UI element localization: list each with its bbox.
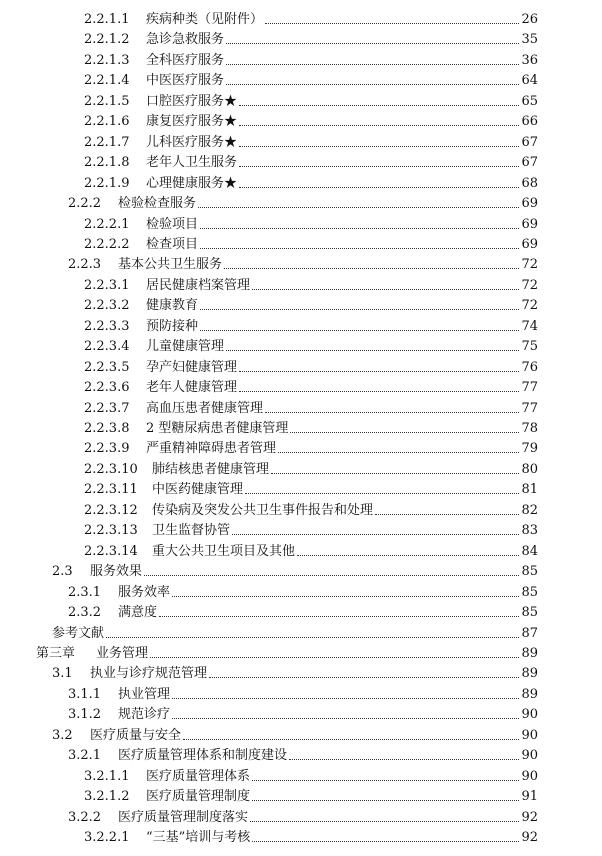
dot-leader <box>252 800 519 801</box>
toc-entry[interactable] <box>84 274 538 294</box>
dot-leader <box>265 412 519 413</box>
toc-entry-title: 严重精神障碍患者管理 <box>146 441 277 457</box>
toc-entry-page-number: 72 <box>521 298 538 314</box>
toc-entry-title: 儿童健康管理 <box>146 339 225 355</box>
dot-leader <box>224 268 519 269</box>
toc-entry[interactable] <box>68 683 538 703</box>
toc-entry[interactable] <box>68 703 538 723</box>
toc-entry-title: 传染病及突发公共卫生事件报告和处理 <box>152 502 374 518</box>
toc-entry[interactable] <box>68 581 538 601</box>
toc-entry-page-number: 77 <box>521 400 538 416</box>
dot-leader <box>172 698 519 699</box>
dot-leader <box>226 84 519 85</box>
toc-entry-number: 2.2.3.3 <box>84 318 130 334</box>
toc-entry[interactable] <box>84 765 538 785</box>
toc-entry-page-number: 79 <box>521 441 538 457</box>
toc-entry-title: 老年人健康管理 <box>146 380 238 396</box>
toc-entry-page-number: 68 <box>521 175 538 191</box>
toc-entry-number: 3.2.1.1 <box>84 768 130 784</box>
toc-entry[interactable] <box>84 437 538 457</box>
toc-entry[interactable] <box>68 253 538 273</box>
dot-leader <box>200 228 519 229</box>
dot-leader <box>375 514 519 515</box>
toc-entry-title: 医疗质量管理体系和制度建设 <box>118 748 288 764</box>
toc-entry-number: 2.2.2.1 <box>84 216 130 232</box>
toc-entry-number: 2.2.1.5 <box>84 93 130 109</box>
toc-entry-page-number: 85 <box>521 605 538 621</box>
toc-entry-title: 卫生监督协管 <box>152 523 231 539</box>
toc-entry-title: 孕产妇健康管理 <box>146 359 238 375</box>
dot-leader <box>172 596 519 597</box>
dot-leader <box>290 432 519 433</box>
toc-entry-title: 肺结核患者健康管理 <box>152 461 270 477</box>
toc-entry-number: 2.2.3.9 <box>84 441 130 457</box>
dot-leader <box>239 166 519 167</box>
toc-entry[interactable] <box>52 662 538 682</box>
toc-entry-title: 执业管理 <box>118 686 171 702</box>
toc-entry-number: 3.2.1.2 <box>84 789 130 805</box>
dot-leader <box>265 23 519 24</box>
toc-entry[interactable] <box>68 192 538 212</box>
dot-leader <box>200 309 519 310</box>
dot-leader <box>232 534 519 535</box>
toc-entry[interactable] <box>52 560 538 580</box>
toc-entry-page-number: 75 <box>521 339 538 355</box>
toc-entry-title: “三基”培训与考核 <box>146 830 251 845</box>
dot-leader <box>226 350 519 351</box>
dot-leader <box>144 575 519 576</box>
dot-leader <box>271 473 519 474</box>
toc-entry-title: 口腔医疗服务★ <box>146 93 238 109</box>
toc-entry[interactable] <box>84 151 538 171</box>
toc-entry-title: 重大公共卫生项目及其他 <box>152 543 296 559</box>
toc-entry-title: 规范诊疗 <box>118 707 171 723</box>
dot-leader <box>226 43 519 44</box>
toc-entry-title: 业务管理 <box>96 645 149 661</box>
dot-leader <box>245 493 519 494</box>
toc-entry-number: 2.3.1 <box>68 584 102 600</box>
toc-entry-number: 2.2.1.2 <box>84 32 130 48</box>
toc-entry-number: 2.2.1.9 <box>84 175 130 191</box>
toc-entry-number: 3.1 <box>52 666 73 682</box>
dot-leader <box>209 677 519 678</box>
toc-entry-number: 2.2.3 <box>68 257 102 273</box>
dot-leader <box>198 207 519 208</box>
dot-leader <box>172 718 519 719</box>
dot-leader <box>200 330 519 331</box>
toc-entry[interactable] <box>84 131 538 151</box>
toc-entry-page-number: 26 <box>521 12 538 27</box>
toc-entry[interactable] <box>84 335 538 355</box>
dot-leader <box>252 780 519 781</box>
toc-entry[interactable] <box>68 806 538 826</box>
toc-entry[interactable] <box>84 458 538 478</box>
toc-entry-title: 医疗质量与安全 <box>90 727 182 743</box>
toc-entry-title: 医疗质量管理制度 <box>146 789 251 805</box>
toc-entry-page-number: 80 <box>521 461 538 477</box>
toc-entry-page-number: 85 <box>521 564 538 580</box>
toc-entry-number: 3.1.1 <box>68 686 102 702</box>
toc-entry-title: 服务效率 <box>118 584 171 600</box>
toc-entry-title: 参考文献 <box>52 625 105 641</box>
toc-entry-page-number: 90 <box>521 748 538 764</box>
toc-entry-number: 2.2.3.2 <box>84 298 130 314</box>
toc-entry[interactable] <box>84 8 538 28</box>
dot-leader <box>278 452 519 453</box>
dot-leader <box>289 759 519 760</box>
toc-entry-page-number: 85 <box>521 584 538 600</box>
toc-entry[interactable] <box>84 519 538 539</box>
toc-entry-page-number: 87 <box>521 625 538 641</box>
toc-entry-page-number: 72 <box>521 257 538 273</box>
toc-entry-page-number: 92 <box>521 830 538 845</box>
toc-entry-title: 满意度 <box>118 605 158 621</box>
toc-entry[interactable] <box>84 376 538 396</box>
toc-entry-title: 健康教育 <box>146 298 199 314</box>
toc-entry-number: 2.3 <box>52 564 73 580</box>
toc-entry-page-number: 67 <box>521 134 538 150</box>
toc-entry-page-number: 76 <box>521 359 538 375</box>
toc-entry-number: 3.2.1 <box>68 748 102 764</box>
toc-entry-number: 2.2.2 <box>68 196 102 212</box>
dot-leader <box>226 64 519 65</box>
toc-entry-page-number: 35 <box>521 32 538 48</box>
toc-entry-page-number: 83 <box>521 523 538 539</box>
dot-leader <box>106 637 519 638</box>
toc-entry-page-number: 36 <box>521 52 538 68</box>
toc-entry-title: 康复医疗服务★ <box>146 114 238 130</box>
toc-entry-title: 预防接种 <box>146 318 199 334</box>
toc-entry-number: 2.2.3.14 <box>84 543 138 559</box>
toc-entry[interactable] <box>84 397 538 417</box>
toc-entry-title: 检查项目 <box>146 236 199 252</box>
toc-entry-number: 2.2.2.2 <box>84 236 130 252</box>
toc-entry-number: 3.2 <box>52 727 73 743</box>
toc-entry-number: 2.2.1.8 <box>84 155 130 171</box>
toc-entry-page-number: 77 <box>521 380 538 396</box>
toc-entry-page-number: 66 <box>521 114 538 130</box>
toc-entry-page-number: 84 <box>521 543 538 559</box>
toc-entry[interactable] <box>84 315 538 335</box>
toc-entry-title: 检验项目 <box>146 216 199 232</box>
toc-entry-number: 2.2.3.6 <box>84 380 130 396</box>
toc-entry[interactable] <box>84 233 538 253</box>
toc-entry-page-number: 69 <box>521 216 538 232</box>
toc-entry[interactable] <box>84 499 538 519</box>
toc-entry-number: 2.2.1.4 <box>84 73 130 89</box>
toc-entry-number: 3.2.2.1 <box>84 830 130 845</box>
toc-entry[interactable] <box>84 826 538 846</box>
dot-leader <box>239 105 519 106</box>
toc-entry[interactable] <box>84 417 538 437</box>
toc-entry-title: 执业与诊疗规范管理 <box>90 666 208 682</box>
toc-entry-title: 居民健康档案管理 <box>146 277 251 293</box>
toc-entry-title: 检验检查服务 <box>118 196 197 212</box>
toc-entry-number: 2.2.3.8 <box>84 421 130 436</box>
toc-entry[interactable] <box>52 622 538 642</box>
toc-entry-number: 2.2.1.7 <box>84 134 130 150</box>
dot-leader <box>252 289 519 290</box>
toc-entry[interactable] <box>68 601 538 621</box>
toc-entry-number: 2.2.1.3 <box>84 52 130 68</box>
toc-entry[interactable] <box>84 110 538 130</box>
toc-entry-title: 基本公共卫生服务 <box>118 257 223 273</box>
toc-entry-page-number: 89 <box>521 666 538 682</box>
toc-entry[interactable] <box>84 785 538 805</box>
toc-entry[interactable] <box>36 642 538 662</box>
toc-entry-page-number: 89 <box>521 686 538 702</box>
toc-entry-page-number: 82 <box>521 502 538 518</box>
toc-entry-page-number: 69 <box>521 196 538 212</box>
dot-leader <box>200 248 519 249</box>
toc-entry-page-number: 74 <box>521 318 538 334</box>
toc-entry-title: 全科医疗服务 <box>146 52 225 68</box>
toc-entry-page-number: 78 <box>521 421 538 436</box>
toc-entry-title: 急诊急救服务 <box>146 32 225 48</box>
toc-entry-title: 高血压患者健康管理 <box>146 400 264 416</box>
toc-entry[interactable] <box>84 90 538 110</box>
toc-entry-title: 疾病种类（见附件） <box>146 12 264 27</box>
toc-entry-number: 2.2.3.5 <box>84 359 130 375</box>
toc-entry-title: 中医医疗服务 <box>146 73 225 89</box>
toc-entry[interactable] <box>68 744 538 764</box>
dot-leader <box>239 146 519 147</box>
dot-leader <box>250 821 519 822</box>
toc-entry-number: 2.2.3.7 <box>84 400 130 416</box>
toc-entry-number: 2.2.1.6 <box>84 114 130 130</box>
toc-entry-page-number: 64 <box>521 73 538 89</box>
toc-entry-page-number: 90 <box>521 727 538 743</box>
toc-entry-number: 2.2.1.1 <box>84 12 130 27</box>
toc-entry-page-number: 91 <box>521 789 538 805</box>
toc-entry-title: 医疗质量管理制度落实 <box>118 809 249 825</box>
toc-entry-page-number: 90 <box>521 768 538 784</box>
toc-entry-title: 医疗质量管理体系 <box>146 768 251 784</box>
dot-leader <box>252 841 519 842</box>
dot-leader <box>150 657 519 658</box>
toc-entry-title: 服务效果 <box>90 564 143 580</box>
toc-entry-number: 2.2.3.12 <box>84 502 138 518</box>
toc-entry[interactable] <box>84 213 538 233</box>
toc-entry-number: 2.3.2 <box>68 605 102 621</box>
toc-entry[interactable] <box>52 724 538 744</box>
toc-entry[interactable] <box>84 69 538 89</box>
dot-leader <box>239 371 519 372</box>
toc-entry-title: 中医药健康管理 <box>152 482 244 498</box>
toc-entry-title: 心理健康服务★ <box>146 175 238 191</box>
toc-entry-page-number: 65 <box>521 93 538 109</box>
toc-entry-page-number: 90 <box>521 707 538 723</box>
toc-entry-number: 第三章 <box>36 645 76 661</box>
toc-entry[interactable] <box>84 28 538 48</box>
toc-entry-number: 3.1.2 <box>68 707 102 723</box>
toc-entry[interactable] <box>84 49 538 69</box>
dot-leader <box>297 555 519 556</box>
toc-entry-title: 2 型糖尿病患者健康管理 <box>146 421 289 436</box>
toc-entry-number: 3.2.2 <box>68 809 102 825</box>
toc-entry[interactable] <box>84 172 538 192</box>
dot-leader <box>159 616 519 617</box>
toc-entry-number: 2.2.3.13 <box>84 523 138 539</box>
toc-entry[interactable] <box>84 356 538 376</box>
dot-leader <box>183 739 519 740</box>
toc-entry-number: 2.2.3.11 <box>84 482 138 498</box>
toc-entry[interactable] <box>84 478 538 498</box>
toc-entry-page-number: 69 <box>521 236 538 252</box>
toc-entry-page-number: 92 <box>521 809 538 825</box>
toc-entry-title: 老年人卫生服务 <box>146 155 238 171</box>
dot-leader <box>239 187 519 188</box>
dot-leader <box>239 125 519 126</box>
toc-entry-page-number: 89 <box>521 645 538 661</box>
toc-entry-page-number: 72 <box>521 277 538 293</box>
toc-entry-page-number: 81 <box>521 482 538 498</box>
toc-entry-number: 2.2.3.1 <box>84 277 130 293</box>
toc-entry-page-number: 67 <box>521 155 538 171</box>
toc-entry[interactable] <box>84 294 538 314</box>
dot-leader <box>239 391 519 392</box>
toc-entry-number: 2.2.3.10 <box>84 461 138 477</box>
toc-entry-title: 儿科医疗服务★ <box>146 134 238 150</box>
toc-entry-number: 2.2.3.4 <box>84 339 130 355</box>
toc-entry[interactable] <box>84 540 538 560</box>
